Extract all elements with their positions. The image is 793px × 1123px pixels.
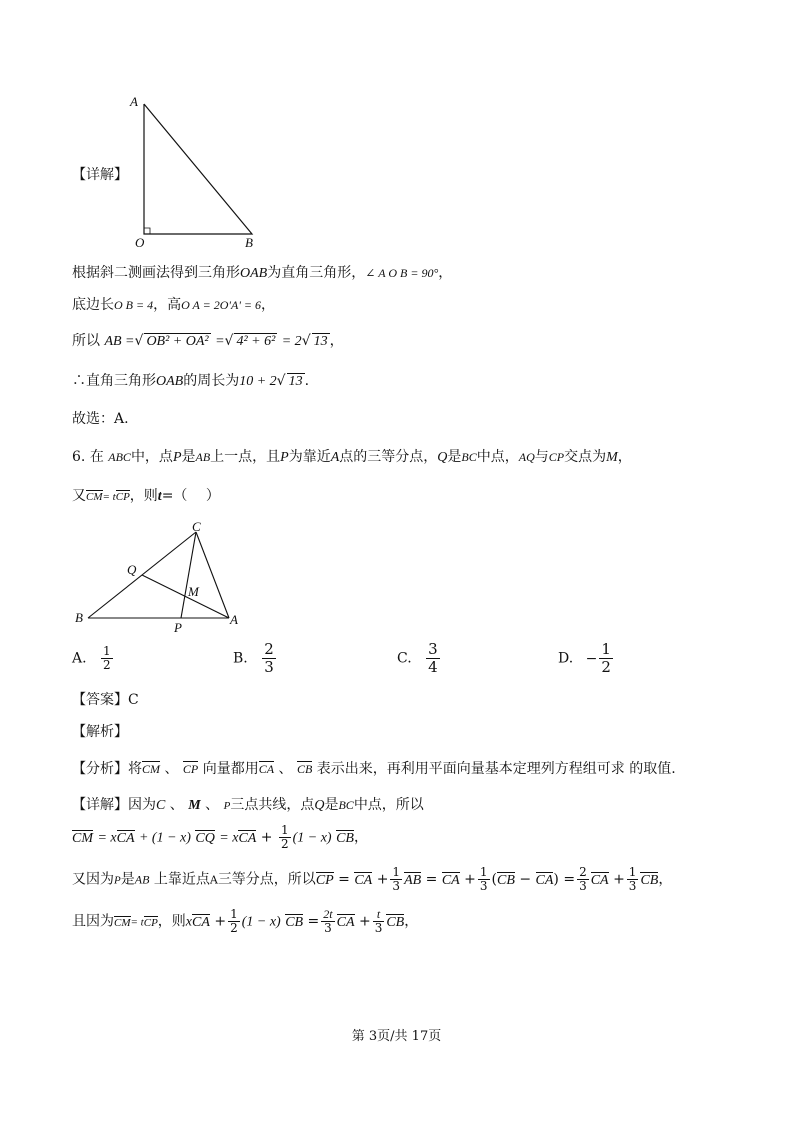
right-triangle-figure bbox=[125, 92, 265, 252]
fig1-label-a: A bbox=[130, 94, 138, 109]
line-2: 底边长O B = 4，高O A = 2O'A' = 6， bbox=[72, 297, 275, 313]
detail-intro: 【详解】因为C 、 M 、 P三点共线，点Q是BC中点，所以 bbox=[72, 797, 424, 813]
fig2-label-c: C bbox=[192, 519, 201, 534]
line-1: 根据斜二测画法得到三角形OAB为直角三角形，∠ A O B = 90°， bbox=[72, 265, 453, 281]
line-3: 所以 AB =√ OB² + OA² =√ 4² + 6² = 2√ 13 ， bbox=[72, 333, 344, 349]
fig2-label-b: B bbox=[75, 610, 83, 625]
section-label-detail: 【详解】 bbox=[72, 167, 128, 183]
fig2-label-m: M bbox=[188, 584, 199, 599]
analysis-summary: 【分析】将CM 、 CP 向量都用CA 、 CB 表示出来，再利用平面向量基本定理列方程组可求 的取值. bbox=[72, 761, 676, 777]
fig1-label-b: B bbox=[245, 235, 253, 250]
page-footer: 第 3页/共 17页 bbox=[351, 1029, 442, 1044]
fig2-label-p: P bbox=[174, 620, 182, 635]
option-d[interactable]: D. − $\frac{1}{2}$ bbox=[558, 640, 611, 676]
equation-cp: 又因为P是AB 上靠近点A三等分点，所以CP = CA + $\frac{1}{3}$ AB = CA + $\frac{1}{3}$ (CB − CA) = $\frac{2}{3}$ CA + $\frac{1}{3}$ CB， bbox=[72, 865, 673, 893]
question-6-line-1: 6. 在 ABC中，点P是AB上一点，且P为靠近A点的三等分点，Q是BC中点，AQ与CP交点为M， bbox=[72, 449, 632, 465]
option-a[interactable]: A. $\frac{1}{2}$ bbox=[72, 644, 111, 672]
triangle-abc-figure bbox=[70, 518, 250, 636]
fig2-label-a: A bbox=[230, 612, 238, 627]
fig1-label-o: O bbox=[135, 235, 145, 250]
fig2-label-q: Q bbox=[127, 562, 137, 577]
analysis-label: 【解析】 bbox=[72, 724, 128, 740]
option-c[interactable]: C. $\frac{3}{4}$ bbox=[397, 640, 438, 676]
option-b[interactable]: B. $\frac{2}{3}$ bbox=[233, 640, 274, 676]
equation-cm: CM = xCA + (1 − x) CQ = xCA + $\frac{1}{2}$ (1 − x) CB， bbox=[72, 823, 368, 851]
question-6-line-2: 又CM= tCP，则t=（ ） bbox=[72, 488, 220, 504]
equation-last: 且因为CM= tCP，则xCA + $\frac{1}{2}$ (1 − x) CB = $\frac{2t}{3}$ CA + $\frac{t}{3}$ CB， bbox=[72, 907, 419, 935]
answer-line: 【答案】C bbox=[72, 692, 139, 708]
line-4: ∴直角三角形OAB的周长为10 + 2√ 13 . bbox=[72, 373, 310, 389]
line-5: 故选：A. bbox=[72, 411, 129, 427]
